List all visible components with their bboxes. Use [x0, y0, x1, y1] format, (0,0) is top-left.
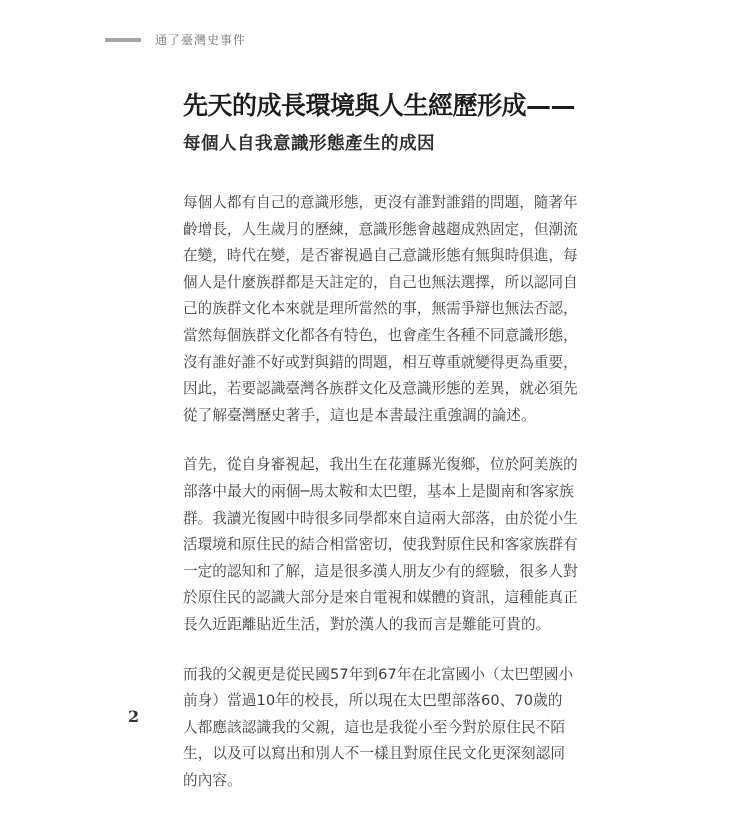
text-line: 當然每個族群文化都各有特色，也會產生各種不同意識形態，: [183, 326, 578, 344]
text-line: 於原住民的認識大部分是來自電視和媒體的資訊，這種能真正: [183, 589, 578, 607]
text-line: 每個人都有自己的意識形態，更沒有誰對誰錯的問題，隨著年: [183, 194, 578, 211]
text-line: 齡增長，人生歲月的歷練，意識形態會越趨成熟固定，但潮流: [183, 220, 578, 238]
paragraph-1: [183, 190, 578, 429]
running-header: [105, 31, 246, 48]
text-line: 沒有誰好誰不好或對與錯的問題，相互尊重就變得更為重要，: [183, 353, 578, 371]
text-line: 己的族群文化本來就是理所當然的事，無需爭辯也無法否認，: [183, 300, 578, 318]
text-line: 部落中最大的兩個─馬太鞍和太巴塱，基本上是閩南和客家族: [183, 482, 574, 500]
page-number: 2: [128, 707, 140, 726]
text-line: 活環境和原住民的結合相當密切，使我對原住民和客家族群有: [183, 536, 578, 554]
text-line: 長久近距離貼近生活，對於漢人的我而言是難能可貴的。: [183, 615, 551, 633]
paragraph-3: [183, 662, 578, 795]
chapter-subtitle: 每個人自我意識形態產生的成因: [183, 134, 435, 154]
text-line: 在變，時代在變，是否審視過自己意識形態有無與時俱進，每: [183, 247, 578, 265]
text-line: 群。我讀光復國中時很多同學都來自這兩大部落，由於從小生: [183, 509, 578, 527]
text-line: 人都應該認識我的父親，這也是我從小至今對於原住民不陌: [183, 718, 566, 736]
text-line: 生，以及可以寫出和別人不一樣且對原住民文化更深刻認同: [183, 745, 566, 763]
text-line: 的內容。: [183, 771, 242, 789]
text-line: 個人是什麼族群都是天註定的，自己也無法選擇，所以認同自: [183, 273, 578, 291]
chapter-title: 先天的成長環境與人生經歷形成——: [183, 91, 576, 120]
running-title: 通了臺灣史事件: [155, 33, 247, 47]
body-text: [183, 190, 578, 817]
paragraph-2: [183, 452, 578, 638]
text-line: 首先，從自身審視起，我出生在花蓮縣光復鄉，位於阿美族的: [183, 456, 578, 474]
text-line: 因此，若要認識臺灣各族群文化及意識形態的差異，就必須先: [183, 380, 578, 398]
header-rule: [105, 38, 141, 42]
text-line: 而我的父親更是從民國57年到67年在北富國小（太巴塱國小: [183, 665, 574, 683]
text-line: 一定的認知和了解，這是很多漢人朋友少有的經驗，很多人對: [183, 562, 578, 580]
text-line: 前身）當過10年的校長，所以現在太巴塱部落60、70歲的: [183, 692, 563, 710]
text-line: 從了解臺灣歷史著手，這也是本書最注重強調的論述。: [183, 406, 536, 424]
